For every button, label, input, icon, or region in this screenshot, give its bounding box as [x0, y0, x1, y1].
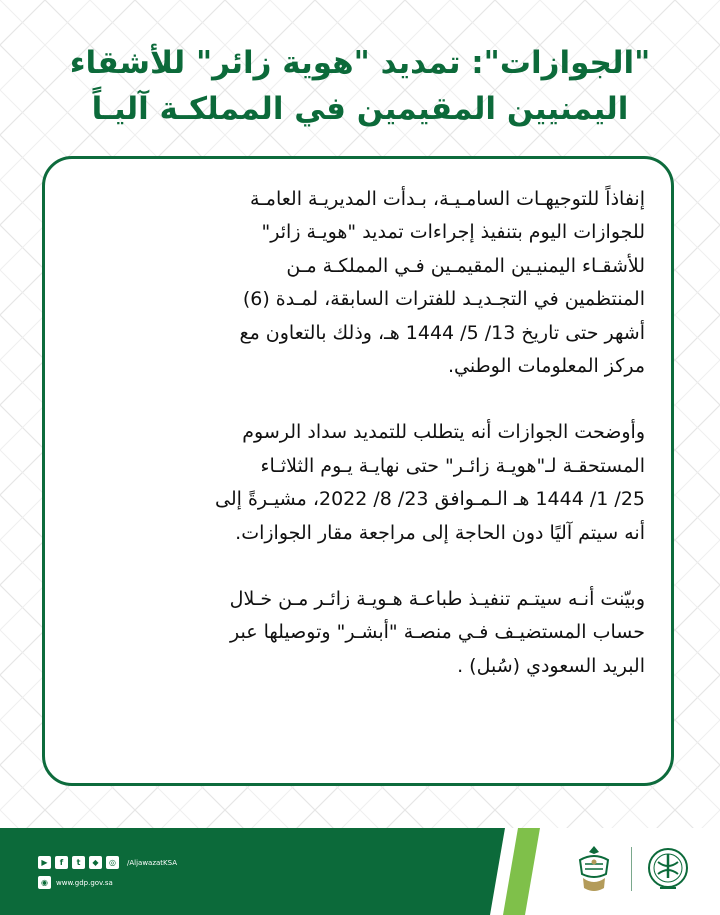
twitter-icon[interactable]: t	[72, 856, 85, 869]
text-line: للأشقـاء اليمنيـين المقيمـين فـي المملكـة مـن	[286, 254, 645, 277]
social-handle[interactable]: /AljawazatKSA	[127, 858, 178, 867]
paragraph-2	[71, 416, 645, 550]
footer	[0, 828, 720, 915]
text-line: 25/ 1/ 1444 هـ الـمـوافق 23/ 8/ 2022، مشيـرةً إلى	[215, 488, 645, 511]
article-card	[42, 156, 674, 786]
text-line: إنفاذاً للتوجيهـات السامـيـة، بـدأت المديريـة العامـة	[250, 188, 645, 210]
text-line: حساب المستضيـف فـي منصـة "أبشـر" وتوصيلها عبر	[230, 621, 645, 644]
text-line: للجوازات اليوم بتنفيذ إجراءات تمديد "هويـة زائر"	[261, 221, 645, 244]
text-line: المستحقـة لـ"هويـة زائـر" حتى نهايـة يـوم الثلاثـاء	[260, 454, 645, 477]
logo-divider	[631, 847, 632, 891]
jawazat-emblem-icon	[571, 842, 617, 896]
globe-icon: ◉	[38, 876, 51, 889]
text-line: أشهر حتى تاريخ 13/ 5/ 1444 هـ، وذلك بالتعاون مع	[239, 321, 645, 344]
text-line: المنتظمين في التجـديـد للفترات السابقة، لمـدة (6)	[242, 288, 645, 311]
text-line: وبيّنت أنـه سيتـم تنفيـذ طباعـة هـويـة زائـر مـن خـلال	[229, 588, 645, 611]
ministry-emblem-icon	[646, 844, 690, 894]
text-line: أنه سيتم آليًا دون الحاجة إلى مراجعة مقار الجوازات.	[235, 521, 645, 544]
website-link[interactable]	[38, 876, 113, 889]
paragraph-1	[71, 183, 645, 383]
text-line: البريد السعودي (سُبل) .	[457, 654, 645, 677]
youtube-icon[interactable]: ▶	[38, 856, 51, 869]
instagram-icon[interactable]: ◎	[106, 856, 119, 869]
logos	[571, 842, 690, 896]
headline	[40, 40, 680, 132]
text-line: مركز المعلومات الوطني.	[447, 355, 645, 378]
website-url[interactable]: www.gdp.gov.sa	[56, 878, 113, 887]
text-line: وأوضحت الجوازات أنه يتطلب للتمديد سداد الرسوم	[242, 421, 645, 444]
snapchat-icon[interactable]: ◆	[89, 856, 102, 869]
social-links	[38, 856, 177, 869]
paragraph-3	[71, 583, 645, 683]
headline-line-1: "الجوازات": تمديد "هوية زائر" للأشقاء	[69, 45, 651, 81]
facebook-icon[interactable]: f	[55, 856, 68, 869]
headline-line-2: اليمنيين المقيمين في المملكـة آليـاً	[91, 91, 629, 127]
